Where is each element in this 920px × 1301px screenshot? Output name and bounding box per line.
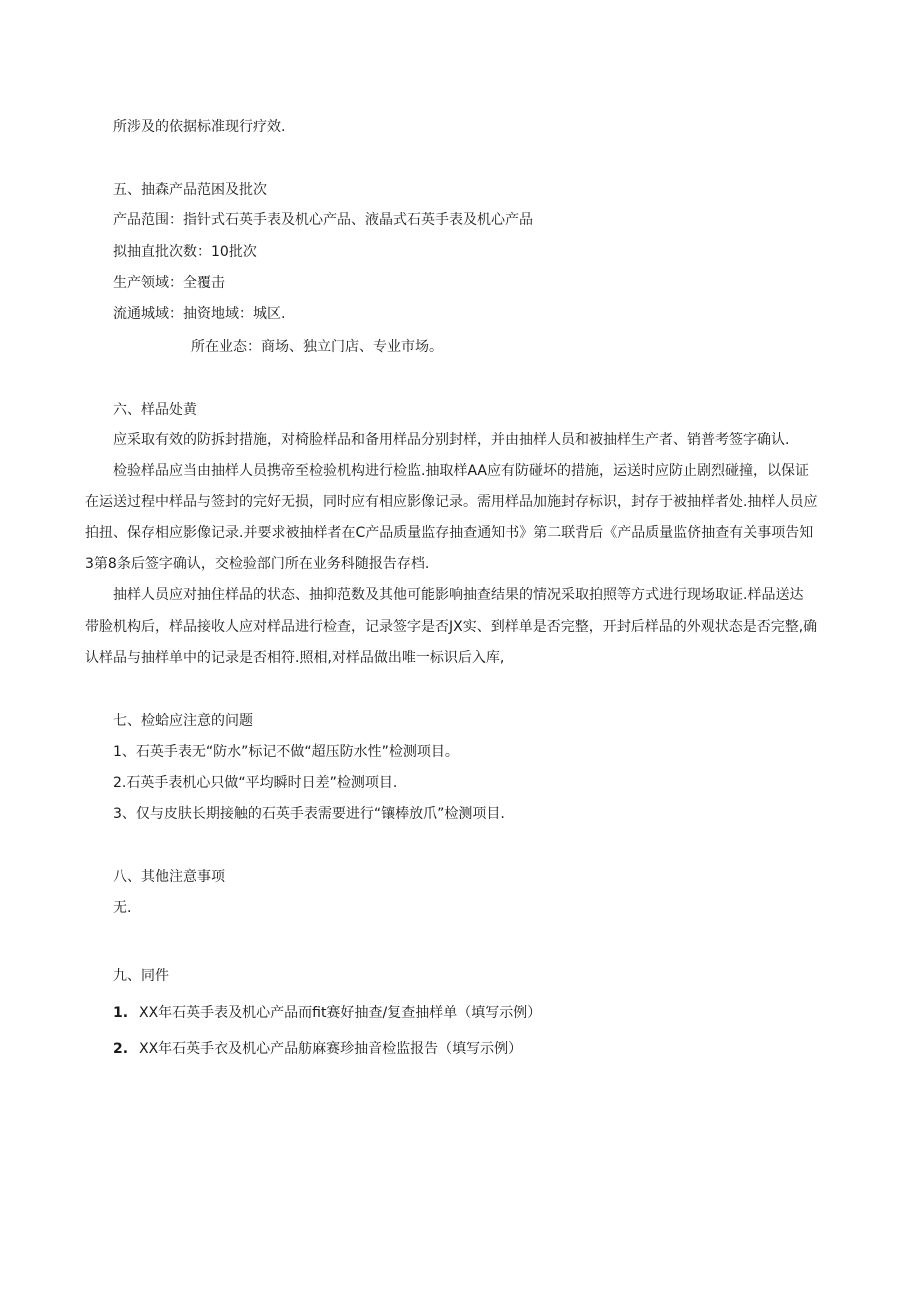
sample-transport-line-4: 3第8条后签字确认，交检验部门所在业务科随报告存档. (85, 556, 430, 572)
evidence-line-3: 认样品与抽样单中的记录是否相符.照相,对样品做出唯一标识后入库, (85, 650, 505, 666)
section-9-title: 九、同件 (113, 968, 169, 984)
sample-transport-line-2: 在运送过程中样品与签封的完好无损，同时应有相应影像记录。需用样品加施封存标识，封存于被抽样者处.抽样人员应 (85, 494, 818, 510)
paragraph-standards: 所涉及的依据标准现行疗效. (113, 119, 286, 135)
attachment-1-number: 1. (113, 1005, 129, 1021)
section-7-title: 七、检蛤应注意的问题 (113, 713, 253, 729)
section-6-title: 六、样品处黄 (113, 402, 197, 418)
sample-transport-line-1: 检验样品应当由抽样人员携帝至检验机构进行检监.抽取样AA应有防碰坏的措施，运送时应防止剧烈碰撞，以保证 (113, 463, 809, 479)
inspection-note-3: 3、仅与皮肤长期接触的石英手表需要进行“镶棒放爪”检测项目. (113, 806, 505, 822)
circulation-field: 流通城域：抽资地域：城区. (113, 306, 286, 322)
attachment-2 (113, 1039, 522, 1059)
attachment-1 (113, 1003, 541, 1023)
sample-sealing-paragraph: 应采取有效的防拆封措施，对椅脸样品和备用样品分别封样，并由抽样人员和被抽样生产者、销普考签字确认. (113, 432, 790, 448)
section-8-title: 八、其他注意事项 (113, 869, 225, 885)
inspection-note-1: 1、石英手表无“防水”标记不做“超压防水性”检测项目。 (113, 744, 459, 760)
production-field: 生产领域：全覆击 (113, 275, 225, 291)
business-format: 所在业态：商场、独立门店、专业市场。 (191, 339, 443, 355)
attachment-2-number: 2. (113, 1041, 129, 1057)
inspection-note-2: 2.石英手表机心只做“平均瞬时日差”检测项目. (113, 775, 398, 791)
section-5-title: 五、抽森产品范困及批次 (113, 182, 267, 198)
evidence-line-2: 带脸机构后，样品接收人应对样品进行检查，记录签字是否JX实、到样单是否完整，开封后样品的外观状态是否完整,确 (85, 619, 818, 635)
product-range: 产品范围：指针式石英手表及机心产品、液晶式石英手表及机心产品 (113, 212, 533, 228)
attachment-1-text: XX年石英手表及机心产品而fit赛好抽查/复查抽样单（填写示例） (139, 1005, 542, 1021)
other-notes-body: 无. (113, 900, 132, 916)
sample-transport-line-3: 拍扭、保存相应影像记录.并要求被抽样者在C产品质量监存抽查通知书》第二联背后《产品质量监侪抽查有关事项告知 (85, 525, 814, 541)
batch-count: 拟抽直批次数：10批次 (113, 244, 257, 260)
evidence-line-1: 抽样人员应对抽住样品的状态、抽抑范数及其他可能影响抽查结果的情况采取拍照等方式进行现场取证.样品送达 (113, 587, 804, 603)
attachment-2-text: XX年石英手衣及机心产品舫麻赛珍抽音检监报告（填写示例） (139, 1041, 523, 1057)
